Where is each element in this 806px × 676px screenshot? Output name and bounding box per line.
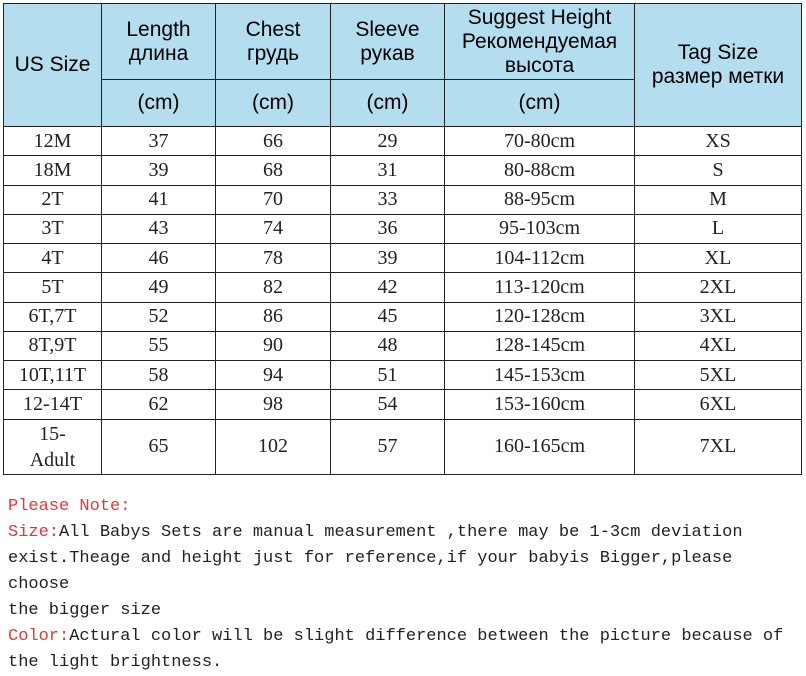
cell-height: 70-80cm [445, 127, 635, 156]
cell-us-size: 12M [4, 127, 102, 156]
cell-tag-size: 2XL [635, 273, 802, 302]
cell-sleeve: 39 [331, 244, 445, 273]
table-row [4, 331, 802, 360]
cell-us-size: 5T [4, 273, 102, 302]
cell-length: 65 [102, 419, 216, 475]
note-size-label: Size: [8, 523, 60, 542]
cell-length: 39 [102, 156, 216, 185]
note-size-text: All Babys Sets are manual measurement ,there may be 1-3cm deviation [59, 523, 743, 542]
cell-tag-size: 7XL [635, 419, 802, 475]
cell-length: 58 [102, 361, 216, 390]
cell-us-size: 15- Adult [4, 419, 102, 475]
cell-us-size: 2T [4, 185, 102, 214]
cell-us-size: 4T [4, 244, 102, 273]
cell-sleeve: 45 [331, 302, 445, 331]
cell-chest: 66 [216, 127, 331, 156]
note-title: Please Note: [8, 497, 131, 516]
cell-length: 55 [102, 331, 216, 360]
header-suggest-height: Suggest Height Рекомендуемая высота [445, 4, 635, 80]
table-row [4, 214, 802, 243]
table-row [4, 156, 802, 185]
cell-height: 128-145cm [445, 331, 635, 360]
cell-length: 43 [102, 214, 216, 243]
cell-us-size: 18M [4, 156, 102, 185]
cell-tag-size: 3XL [635, 302, 802, 331]
cell-chest: 98 [216, 390, 331, 419]
cell-tag-size: M [635, 185, 802, 214]
note-color-line [8, 624, 798, 650]
table-row [4, 185, 802, 214]
note-color-text: Actural color will be slight difference between the picture because of [69, 627, 784, 646]
cell-height: 153-160cm [445, 390, 635, 419]
cell-length: 41 [102, 185, 216, 214]
cell-chest: 74 [216, 214, 331, 243]
header-us-size: US Size [4, 4, 102, 127]
cell-height: 88-95cm [445, 185, 635, 214]
table-row [4, 273, 802, 302]
cell-sleeve: 57 [331, 419, 445, 475]
cell-height: 160-165cm [445, 419, 635, 475]
cell-us-size: 10T,11T [4, 361, 102, 390]
note-title-line [8, 494, 798, 520]
cell-tag-size: 5XL [635, 361, 802, 390]
cell-tag-size: 6XL [635, 390, 802, 419]
cell-sleeve: 42 [331, 273, 445, 302]
cell-chest: 78 [216, 244, 331, 273]
cell-tag-size: 4XL [635, 331, 802, 360]
header-chest: Chest грудь [216, 4, 331, 80]
cell-us-size: 3T [4, 214, 102, 243]
unit-chest: (cm) [216, 80, 331, 127]
table-row [4, 302, 802, 331]
unit-height: (cm) [445, 80, 635, 127]
cell-chest: 82 [216, 273, 331, 302]
note-size-line-3: the bigger size [8, 601, 162, 620]
cell-length: 49 [102, 273, 216, 302]
cell-length: 37 [102, 127, 216, 156]
cell-chest: 86 [216, 302, 331, 331]
table-row [4, 361, 802, 390]
table-row [4, 127, 802, 156]
note-color-line-2: the light brightness. [8, 653, 223, 672]
header-sleeve: Sleeve рукав [331, 4, 445, 80]
cell-us-size: 12-14T [4, 390, 102, 419]
cell-chest: 90 [216, 331, 331, 360]
cell-height: 120-128cm [445, 302, 635, 331]
unit-length: (cm) [102, 80, 216, 127]
size-note [8, 494, 798, 676]
cell-us-size: 6T,7T [4, 302, 102, 331]
cell-tag-size: XL [635, 244, 802, 273]
cell-height: 95-103cm [445, 214, 635, 243]
table-row [4, 244, 802, 273]
size-chart-table [3, 3, 802, 475]
cell-tag-size: S [635, 156, 802, 185]
table-row [4, 419, 802, 475]
cell-height: 104-112cm [445, 244, 635, 273]
cell-sleeve: 33 [331, 185, 445, 214]
table-row [4, 390, 802, 419]
cell-chest: 70 [216, 185, 331, 214]
cell-length: 46 [102, 244, 216, 273]
cell-chest: 102 [216, 419, 331, 475]
note-color-label: Color: [8, 627, 70, 646]
note-size-line [8, 520, 798, 546]
cell-sleeve: 48 [331, 331, 445, 360]
header-tag-size: Tag Size размер метки [635, 4, 802, 127]
cell-sleeve: 36 [331, 214, 445, 243]
unit-sleeve: (cm) [331, 80, 445, 127]
note-size-line-2: exist.Theage and height just for reference,if your babyis Bigger,please choose [8, 549, 733, 594]
cell-chest: 94 [216, 361, 331, 390]
cell-height: 80-88cm [445, 156, 635, 185]
cell-length: 52 [102, 302, 216, 331]
header-length: Length длина [102, 4, 216, 80]
cell-tag-size: XS [635, 127, 802, 156]
cell-us-size: 8T,9T [4, 331, 102, 360]
cell-height: 145-153cm [445, 361, 635, 390]
cell-sleeve: 29 [331, 127, 445, 156]
cell-length: 62 [102, 390, 216, 419]
cell-tag-size: L [635, 214, 802, 243]
cell-sleeve: 51 [331, 361, 445, 390]
cell-height: 113-120cm [445, 273, 635, 302]
cell-sleeve: 54 [331, 390, 445, 419]
cell-sleeve: 31 [331, 156, 445, 185]
cell-chest: 68 [216, 156, 331, 185]
